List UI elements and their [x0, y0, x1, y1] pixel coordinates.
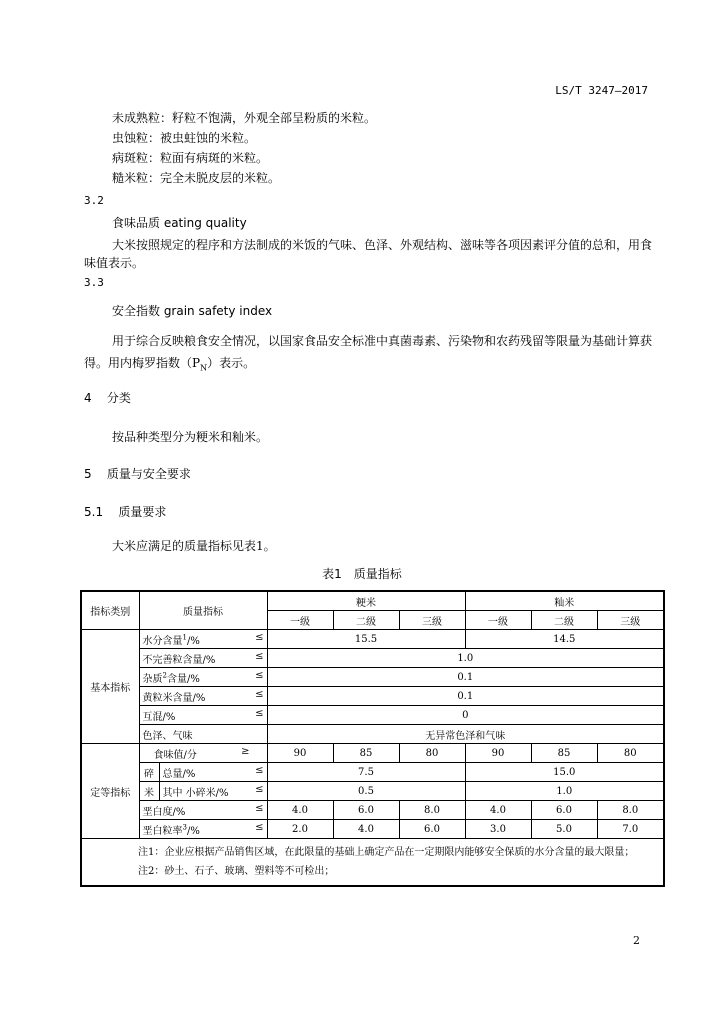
table-row — [81, 630, 664, 649]
table-row — [81, 687, 664, 706]
value-cell: 8.0 — [597, 801, 664, 820]
value-cell: 7.0 — [597, 820, 664, 839]
item-taste: 食味值/分 ≥ — [139, 744, 267, 763]
value-cell: 4.0 — [267, 801, 333, 820]
table-row — [81, 725, 664, 744]
table-row — [81, 763, 664, 782]
category-basic: 基本指标 — [81, 630, 139, 744]
value-cell: 0.5 — [267, 782, 465, 801]
grade-header: 一级 — [465, 611, 531, 630]
value-cell: 5.0 — [531, 820, 597, 839]
grade-header: 二级 — [333, 611, 399, 630]
value-cell: 4.0 — [333, 820, 399, 839]
section-3-2-term: 食味品质 eating quality — [112, 216, 247, 230]
item-yellow: 黄粒米含量/% ≤ — [139, 687, 267, 706]
definition-immature: 未成熟粒：籽粒不饱满，外观全部呈粉质的米粒。 — [112, 111, 377, 125]
item-broken-total: 总量/% ≤ — [159, 763, 267, 782]
value-cell: 0 — [267, 706, 664, 725]
section-3-2-text: 大米按照规定的程序和方法制成的米饭的气味、色泽、外观结构、滋味等各项因素评分值的总和，用食味值表示。 — [84, 238, 653, 270]
value-cell: 90 — [465, 744, 531, 763]
definition-insect-damaged: 虫蚀粒：被虫蛀蚀的米粒。 — [112, 131, 257, 145]
table-notes-row — [81, 839, 664, 887]
item-color: 色泽、气味 — [139, 725, 267, 744]
section-3-2-number: 3.2 — [84, 194, 104, 207]
value-cell: 3.0 — [465, 820, 531, 839]
quality-table — [80, 590, 665, 887]
section-5-heading: 5 质量与安全要求 — [84, 467, 191, 481]
value-cell: 0.1 — [267, 668, 664, 687]
section-5-1-heading: 5.1 质量要求 — [84, 505, 167, 519]
section-3-3-number: 3.3 — [84, 276, 104, 289]
section-4-heading: 4 分类 — [84, 391, 131, 405]
item-impurity: 杂质$^2$含量/% ≤ — [139, 668, 267, 687]
broken-rice-label-2: 米 — [139, 782, 159, 801]
value-cell: 80 — [399, 744, 465, 763]
item-water: 水分含量$^1$/% ≤ — [139, 630, 267, 649]
value-cell: 15.0 — [465, 763, 664, 782]
note-1: 注1：企业应根据产品销售区域，在此限量的基础上确定产品在一定期限内能够安全保质的水分含量的最大限量； — [138, 847, 635, 858]
table-row — [81, 649, 664, 668]
table-notes — [81, 839, 664, 887]
grade-header: 三级 — [399, 611, 465, 630]
section-3-3-term: 安全指数 grain safety index — [112, 304, 273, 318]
item-broken-small: 其中 小碎米/% ≤ — [159, 782, 267, 801]
value-cell: 85 — [531, 744, 597, 763]
value-cell: 90 — [267, 744, 333, 763]
grade-header: 二级 — [531, 611, 597, 630]
table-row — [81, 668, 664, 687]
header-item: 质量指标 — [139, 591, 267, 630]
section-5-1-text: 大米应满足的质量指标见表1。 — [112, 539, 276, 553]
table-header-row-1 — [81, 591, 664, 611]
grade-header: 三级 — [597, 611, 664, 630]
value-cell: 80 — [597, 744, 664, 763]
value-cell: 7.5 — [267, 763, 465, 782]
note-2: 注2：砂土、石子、玻璃、塑料等不可检出； — [138, 866, 335, 877]
value-cell: 无异常色泽和气味 — [267, 725, 664, 744]
item-chalky: 垩白粒率$^3$/% ≤ — [139, 820, 267, 839]
value-cell: 6.0 — [399, 820, 465, 839]
value-cell: 4.0 — [465, 801, 531, 820]
value-cell: 0.1 — [267, 687, 664, 706]
value-cell: 6.0 — [531, 801, 597, 820]
section-4-text: 按品种类型分为粳米和籼米。 — [112, 430, 269, 444]
item-imperfect: 不完善粒含量/% ≤ — [139, 649, 267, 668]
grade-header: 一级 — [267, 611, 333, 630]
value-cell: 15.5 — [267, 630, 465, 649]
header-xian: 籼米 — [465, 591, 664, 611]
value-cell: 1.0 — [465, 782, 664, 801]
definition-spotted: 病斑粒：粒面有病斑的米粒。 — [112, 151, 269, 165]
page-number: 2 — [633, 934, 640, 947]
header-jing: 粳米 — [267, 591, 465, 611]
value-cell: 8.0 — [399, 801, 465, 820]
value-cell: 14.5 — [465, 630, 664, 649]
table-caption: 表1 质量指标 — [322, 567, 402, 581]
table-row — [81, 782, 664, 801]
header-category: 指标类别 — [81, 591, 139, 630]
table-row — [81, 820, 664, 839]
value-cell: 85 — [333, 744, 399, 763]
definition-brown-rice: 糙米粒：完全未脱皮层的米粒。 — [112, 171, 281, 185]
section-3-3-text: 用于综合反映粮食安全情况，以国家食品安全标准中真菌毒素、污染物和农药残留等限量为基础计算获得。用内梅罗指数$(P_N)$表示。 — [84, 334, 653, 373]
table-row — [81, 744, 664, 763]
item-whiteness: 垩白度/% ≤ — [139, 801, 267, 820]
broken-rice-label-1: 碎 — [139, 763, 159, 782]
category-grade: 定等指标 — [81, 744, 139, 839]
value-cell: 6.0 — [333, 801, 399, 820]
item-mixed: 互混/% ≤ — [139, 706, 267, 725]
value-cell: 2.0 — [267, 820, 333, 839]
table-row — [81, 801, 664, 820]
value-cell: 1.0 — [267, 649, 664, 668]
table-row — [81, 706, 664, 725]
document-code: LS/T 3247—2017 — [555, 84, 648, 97]
